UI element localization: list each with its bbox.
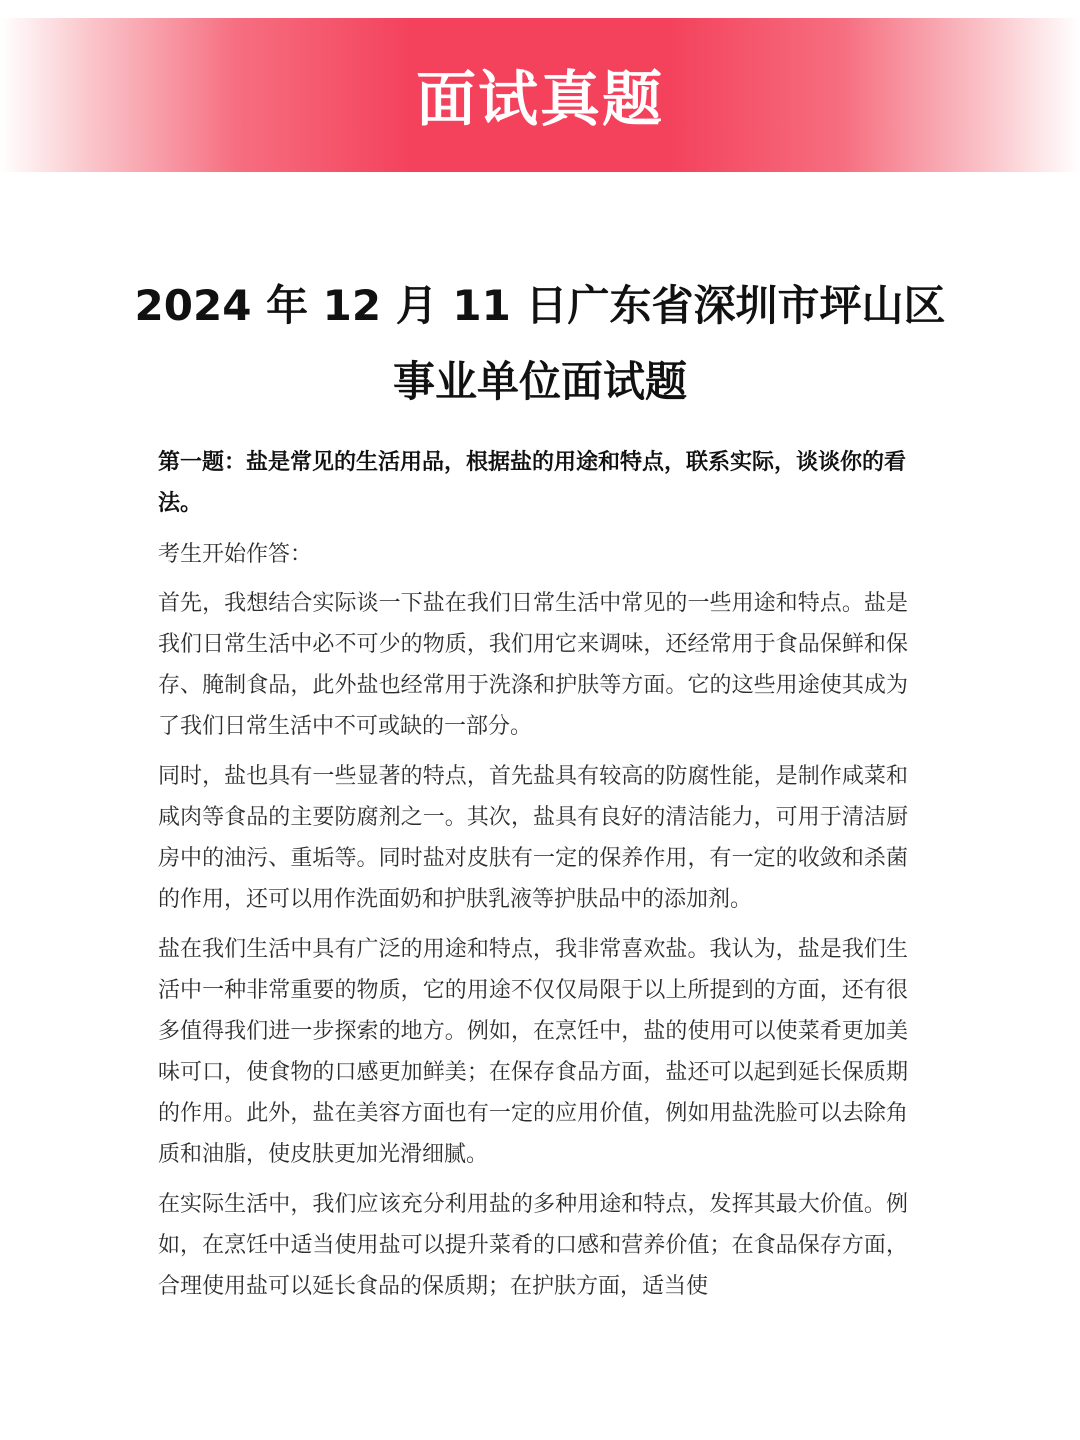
banner-title: 面试真题 [416,65,664,135]
document-body [158,442,908,1316]
answer-paragraph: 同时，盐也具有一些显著的特点，首先盐具有较高的防腐性能，是制作咸菜和咸肉等食品的主要防腐剂之一。其次，盐具有良好的清洁能力，可用于清洁厨房中的油污、重垢等。同时盐对皮肤有一定的保养作用，有一定的收敛和杀菌的作用，还可以用作洗面奶和护肤乳液等护肤品中的添加剂。 [158,764,908,912]
header-banner [0,18,1080,172]
answer-prompt: 考生开始作答： [158,542,313,567]
document-title: 2024 年 12 月 11 日广东省深圳市坪山区事业单位面试题 [134,281,946,406]
answer-paragraph: 盐在我们生活中具有广泛的用途和特点，我非常喜欢盐。我认为，盐是我们生活中一种非常重要的物质，它的用途不仅仅局限于以上所提到的方面，还有很多值得我们进一步探索的地方。例如，在烹饪中，盐的使用可以使菜肴更加美味可口，使食物的口感更加鲜美；在保存食品方面，盐还可以起到延长保质期的作用。此外，盐在美容方面也有一定的应用价值，例如用盐洗脸可以去除角质和油脂，使皮肤更加光滑细腻。 [158,937,908,1167]
answer-paragraph: 在实际生活中，我们应该充分利用盐的多种用途和特点，发挥其最大价值。例如，在烹饪中适当使用盐可以提升菜肴的口感和营养价值；在食品保存方面，合理使用盐可以延长食品的保质期；在护肤方面，适当使 [158,1192,908,1299]
question-text: 第一题：盐是常见的生活用品，根据盐的用途和特点，联系实际，谈谈你的看法。 [158,450,907,516]
answer-paragraph: 首先，我想结合实际谈一下盐在我们日常生活中常见的一些用途和特点。盐是我们日常生活中必不可少的物质，我们用它来调味，还经常用于食品保鲜和保存、腌制食品，此外盐也经常用于洗涤和护肤等方面。它的这些用途使其成为了我们日常生活中不可或缺的一部分。 [158,591,908,739]
